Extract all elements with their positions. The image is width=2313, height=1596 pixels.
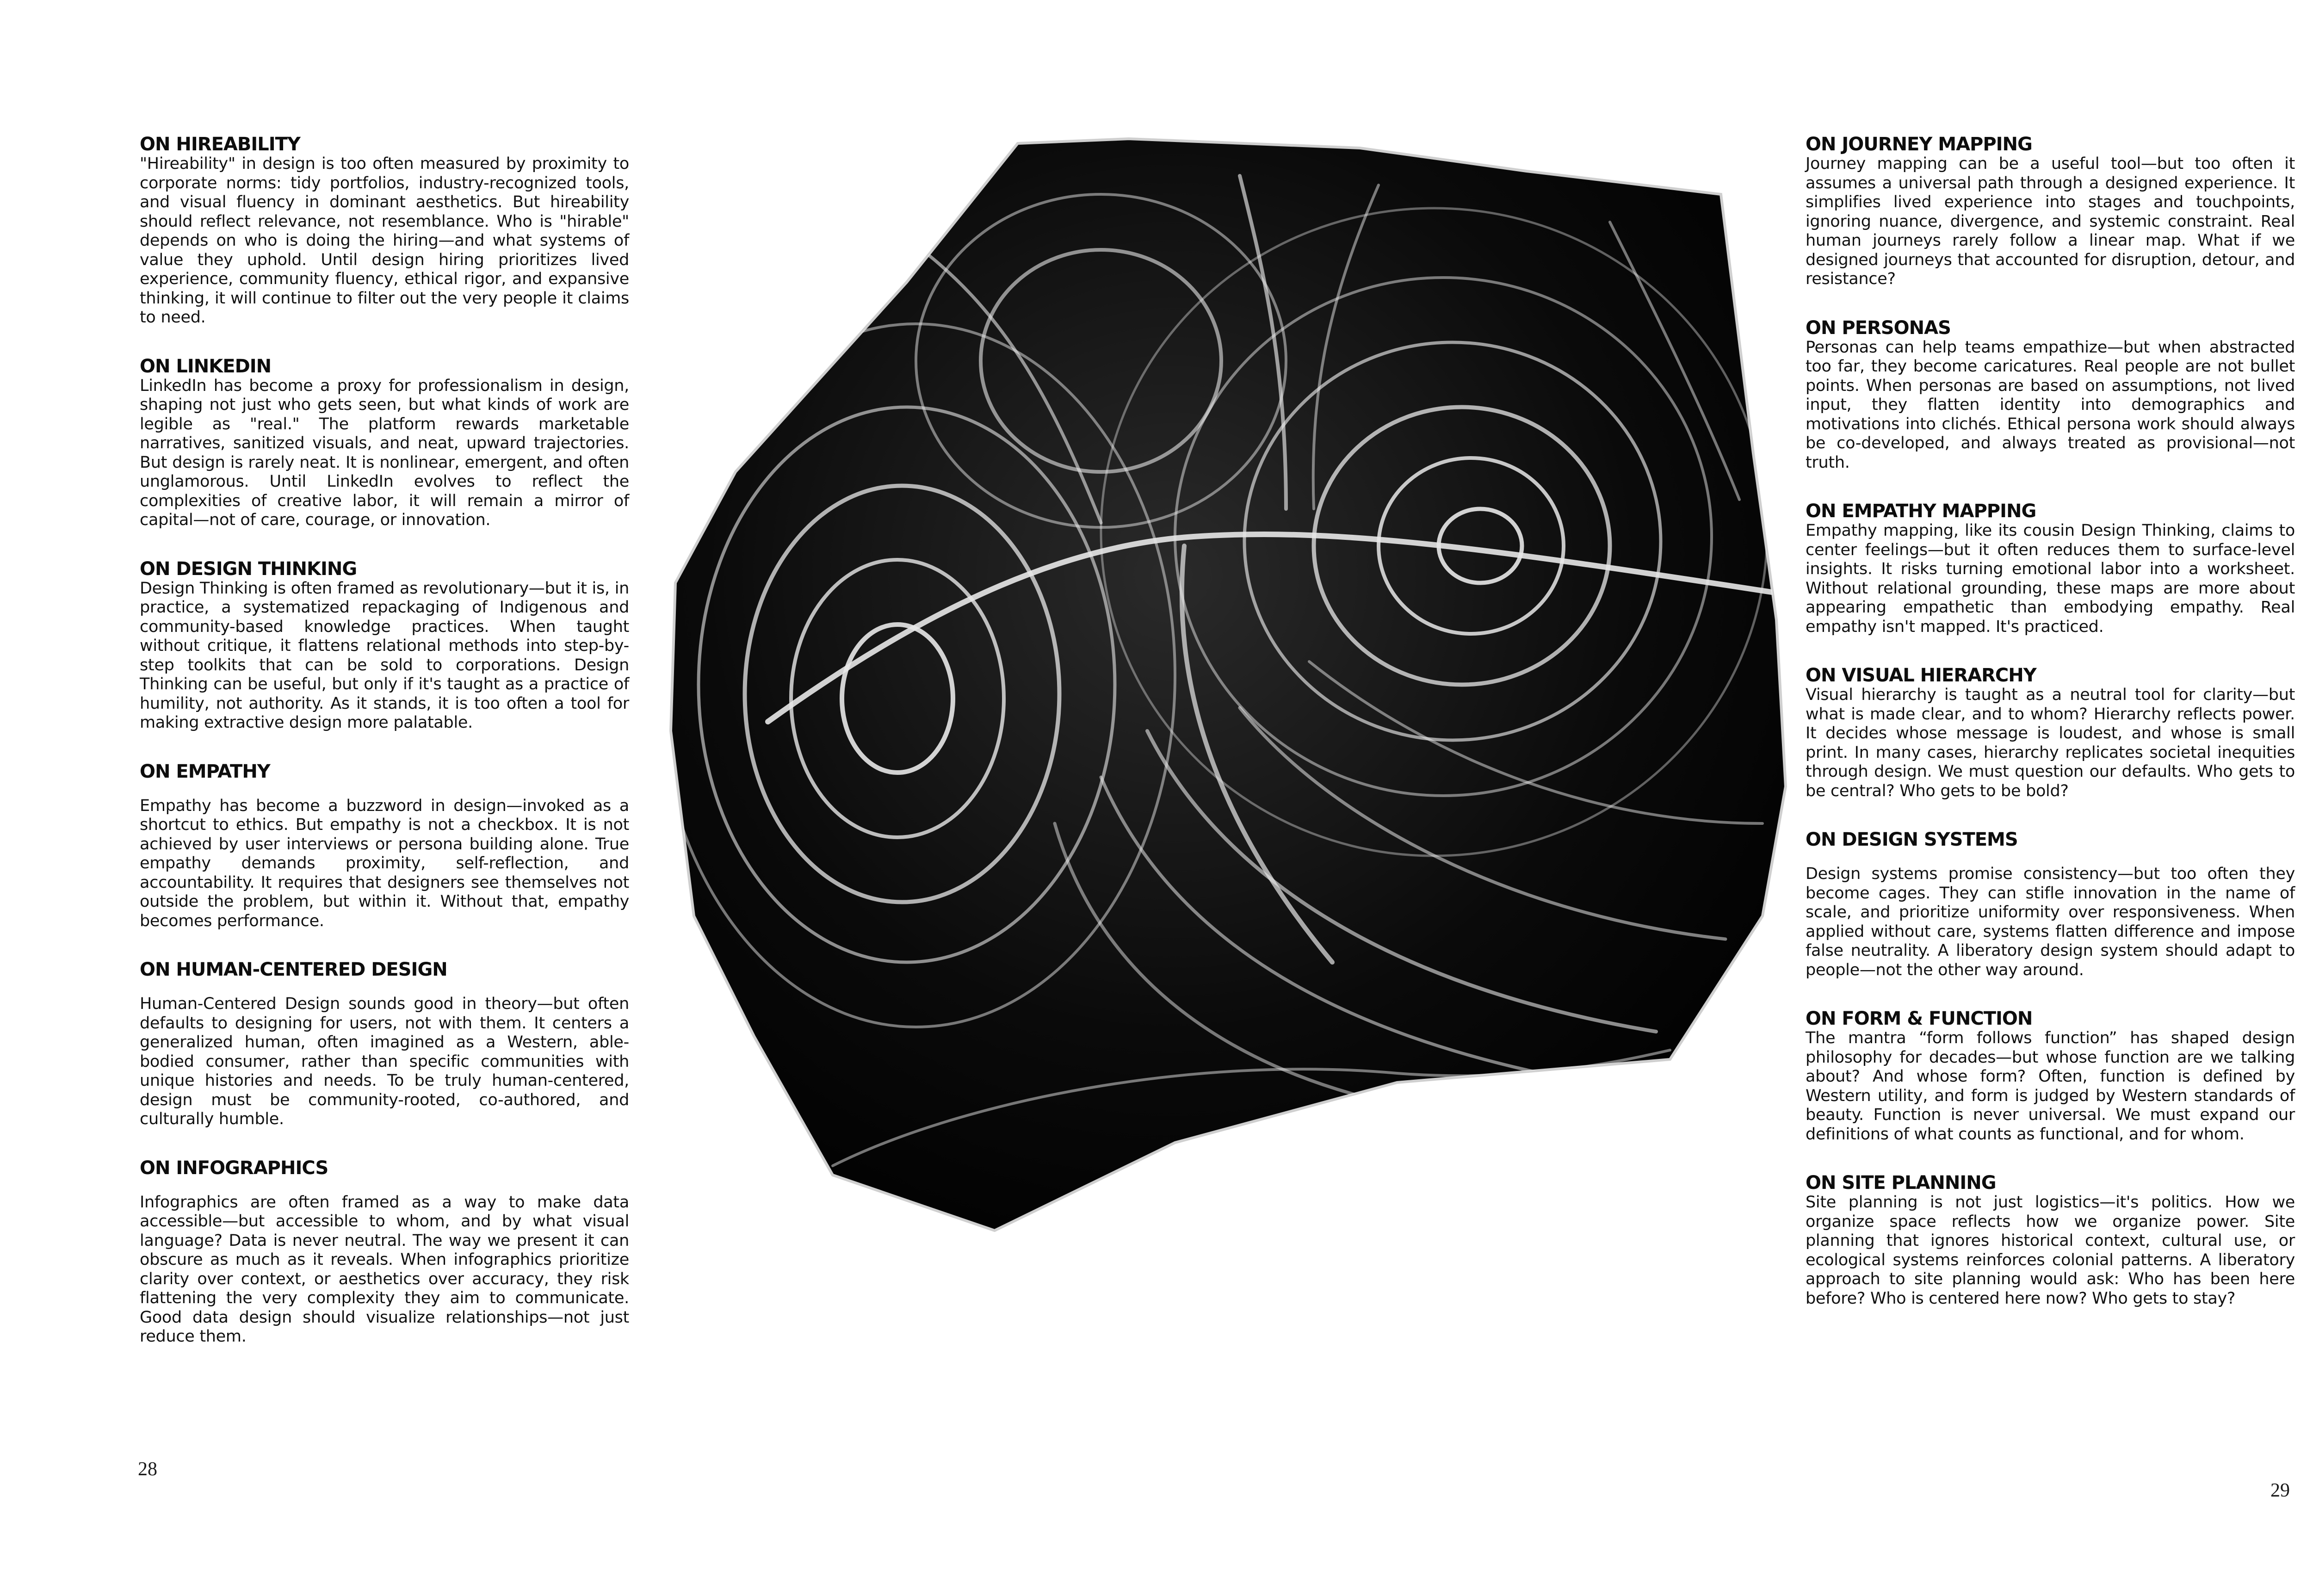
section-heading: ON JOURNEY MAPPING [1806, 134, 2032, 155]
section-heading: ON DESIGN THINKING [140, 558, 357, 580]
section-body: Personas can help teams empathize—but when abstracted too far, they become caricatures. Real people are not bullet points. When personas are based on assumptions, not lived input, they flatten identity into demographics and motivations into clichés. Ethical persona work should always be co-developed, and always treated as provisional—not truth. [1806, 338, 2295, 472]
page-number-left: 28 [138, 1459, 157, 1480]
section-heading: ON LINKEDIN [140, 355, 272, 377]
section-heading: ON EMPATHY [140, 761, 270, 782]
section-body: The mantra “form follows function” has shaped design philosophy for decades—but whose function are we talking about? And whose form? Often, function is defined by Western utility, and form is judged by Western standards of beauty. Function is never universal. We must expand our definitions of what counts as functional, and for whom. [1806, 1029, 2295, 1144]
section-body: Design systems promise consistency—but too often they become cages. They can stifle innovation in the name of scale, and prioritize uniformity over responsiveness. When applied without care, systems flatten difference and impose false neutrality. A liberatory design system should adapt to people—not the other way around. [1806, 865, 2295, 979]
entry-visual-hierarchy [1806, 665, 2295, 801]
entry-design-thinking [140, 559, 629, 733]
section-body: Infographics are often framed as a way to make data accessible—but accessible to whom, and by what visual language? Data is never neutral. The way we present it can obscure as much as it reveals. When infographics prioritize clarity over context, or aesthetics over accuracy, they risk flattening the very complexity they aim to communicate. Good data design should visualize relationships—not just reduce them. [140, 1193, 629, 1346]
entry-empathy [140, 761, 629, 931]
entry-form-function [1806, 1008, 2295, 1144]
section-body: Visual hierarchy is taught as a neutral tool for clarity—but what is made clear, and to whom? Hierarchy reflects power. It decides whose message is loudest, and whose is small print. In many cases, hierarchy replicates societal inequities through design. We must question our defaults. Who gets to be central? Who gets to be bold? [1806, 686, 2295, 800]
entry-linkedin [140, 356, 629, 530]
section-heading: ON SITE PLANNING [1806, 1172, 1996, 1194]
entry-site-planning [1806, 1173, 2295, 1308]
entry-journey-mapping [1806, 134, 2295, 289]
entry-empathy-mapping [1806, 501, 2295, 637]
section-heading: ON HIREABILITY [140, 134, 300, 155]
right-page-column [1806, 134, 2295, 1308]
section-body: "Hireability" in design is too often measured by proximity to corporate norms: tidy portfolios, industry-recognized tools, and visual fluency in dominant aesthetics. But hireability should reflect relevance, not resemblance. Who is "hirable" depends on who is doing the hiring—and what systems of value they uphold. Until design hiring prioritizes lived experience, community fluency, ethical rigor, and expansive thinking, it will continue to filter out the very people it claims to need. [140, 155, 629, 327]
entry-personas [1806, 318, 2295, 473]
section-body: Human-Centered Design sounds good in theory—but often defaults to designing for users, not with them. It centers a generalized human, often imagined as a Western, able-bodied consumer, rather than specific communities with unique histories and needs. To be truly human-centered, design must be community-rooted, co-authored, and culturally humble. [140, 995, 629, 1128]
section-heading: ON EMPATHY MAPPING [1806, 501, 2036, 522]
section-body: LinkedIn has become a proxy for professionalism in design, shaping not just who gets seen, but what kinds of work are legible as "real." The platform rewards marketable narratives, sanitized visuals, and neat, upward trajectories. But design is rarely neat. It is nonlinear, emergent, and often unglamorous. Until LinkedIn evolves to reflect the complexities of creative labor, it will remain a mirror of capital—not of care, courage, or innovation. [140, 376, 629, 529]
section-body: Design Thinking is often framed as revolutionary—but it is, in practice, a systematized repackaging of Indigenous and community-based knowledge practices. When taught without critique, it flattens relational methods into step-by-step toolkits that can be sold to corporations. Design Thinking can be useful, but only if it's taught as a practice of humility, not authority. As it stands, it is too often a tool for making extractive design more palatable. [140, 579, 629, 732]
entry-hireability [140, 134, 629, 328]
entry-human-centered-design [140, 959, 629, 1129]
section-heading: ON PERSONAS [1806, 317, 1951, 339]
abstract-chrome-form-icon [638, 130, 1804, 1249]
section-body: Site planning is not just logistics—it's politics. How we organize space reflects how we organize power. Site planning that ignores historical context, cultural use, or ecological systems reinforces colonial patterns. A liberatory approach to site planning would ask: Who has been here before? Who is centered here now? Who gets to stay? [1806, 1193, 2295, 1308]
section-heading: ON VISUAL HIERARCHY [1806, 665, 2036, 686]
section-heading: ON HUMAN-CENTERED DESIGN [140, 959, 447, 980]
section-heading: ON DESIGN SYSTEMS [1806, 829, 2018, 850]
section-body: Empathy mapping, like its cousin Design Thinking, claims to center feelings—but it often reduces them to surface-level insights. It risks turning emotional labor into a worksheet. Without relational grounding, these maps are more about appearing empathetic than embodying empathy. Real empathy isn't mapped. It's practiced. [1806, 521, 2295, 636]
entry-infographics [140, 1158, 629, 1347]
section-heading: ON INFOGRAPHICS [140, 1157, 328, 1179]
left-page-column [140, 134, 629, 1347]
page-number-right: 29 [2270, 1480, 2290, 1501]
entry-design-systems [1806, 829, 2295, 980]
section-body: Journey mapping can be a useful tool—but too often it assumes a universal path through a designed experience. It simplifies lived experience into stages and touchpoints, ignoring nuance, divergence, and systemic constraint. Real human journeys rarely follow a linear map. What if we designed journeys that accounted for disruption, detour, and resistance? [1806, 155, 2295, 288]
section-body: Empathy has become a buzzword in design—invoked as a shortcut to ethics. But empathy is not a checkbox. It is not achieved by user interviews or persona building alone. True empathy demands proximity, self-reflection, and accountability. It requires that designers see themselves not outside the problem, but within it. Without that, empathy becomes performance. [140, 796, 629, 930]
section-heading: ON FORM & FUNCTION [1806, 1008, 2033, 1029]
